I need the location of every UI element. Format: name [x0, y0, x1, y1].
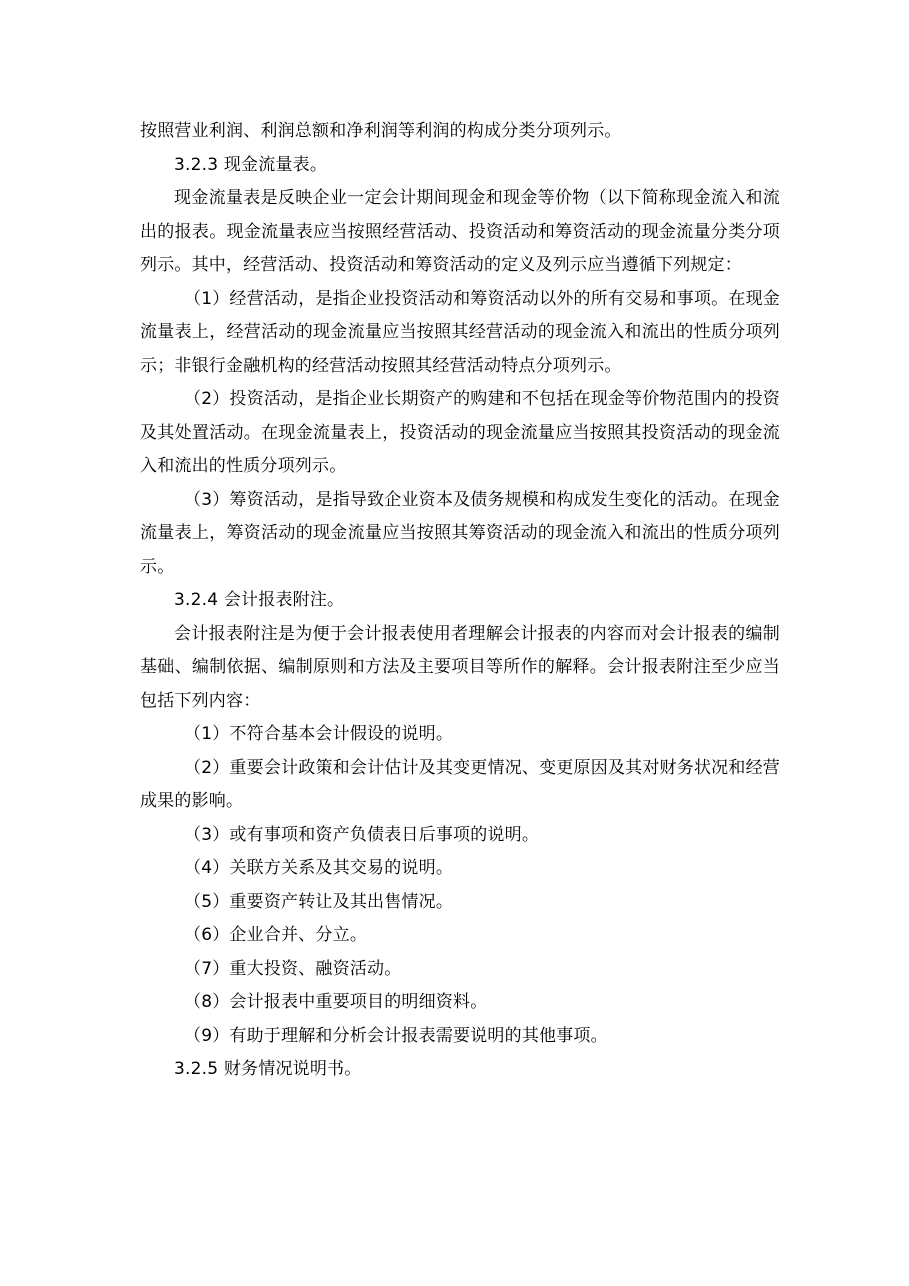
list-item-8: （8）会计报表中重要项目的明细资料。: [184, 992, 488, 1012]
paragraph-notes-definition: 会计报表附注是为便于会计报表使用者理解会计报表的内容而对会计报表的编制基础、编制依据、编制原则和方法及主要项目等所作的解释。会计报表附注至少应当包括下列内容：: [140, 623, 780, 711]
heading-cash-flow-statement: 3.2.3 现金流量表。: [174, 154, 328, 175]
list-item-7: （7）重大投资、融资活动。: [184, 958, 402, 979]
paragraph-financing-activities: （3）筹资活动，是指导致企业资本及债务规模和构成发生变化的活动。在现金流量表上，筹资活动的现金流量应当按照其筹资活动的现金流入和流出的性质分项列示。: [140, 489, 780, 577]
list-item-3: （3）或有事项和资产负债表日后事项的说明。: [184, 824, 540, 845]
list-item-5: （5）重要资产转让及其出售情况。: [184, 891, 454, 912]
paragraph-cash-flow-definition: 现金流量表是反映企业一定会计期间现金和现金等价物（以下简称现金流入和流出的报表。现金流量表应当按照经营活动、投资活动和筹资活动的现金流量分类分项列示。其中，经营活动、投资活动和筹资活动的定义及列示应当遵循下列规定：: [140, 188, 780, 275]
document-body: [140, 115, 780, 1087]
list-item-9: （9）有助于理解和分析会计报表需要说明的其他事项。: [184, 1025, 608, 1046]
heading-financial-statement-description: 3.2.5 财务情况说明书。: [174, 1059, 362, 1079]
list-item-4: （4）关联方关系及其交易的说明。: [184, 858, 454, 878]
list-item-2: （2）重要会计政策和会计估计及其变更情况、变更原因及其对财务状况和经营成果的影响。: [140, 757, 780, 811]
paragraph-investing-activities: （2）投资活动，是指企业长期资产的购建和不包括在现金等价物范围内的投资及其处置活动。在现金流量表上，投资活动的现金流量应当按照其投资活动的现金流入和流出的性质分项列示。: [140, 389, 780, 476]
paragraph-operating-activities: （1）经营活动，是指企业投资活动和筹资活动以外的所有交易和事项。在现金流量表上，经营活动的现金流量应当按照其经营活动的现金流入和流出的性质分项列示；非银行金融机构的经营活动按照其经营活动特点分项列示。: [140, 288, 780, 376]
list-item-6: （6）企业合并、分立。: [184, 925, 368, 945]
paragraph-profit-continuation: 按照营业利润、利润总额和净利润等利润的构成分类分项列示。: [140, 121, 622, 141]
list-item-1: （1）不符合基本会计假设的说明。: [184, 724, 454, 744]
heading-notes-to-statements: 3.2.4 会计报表附注。: [174, 590, 345, 610]
